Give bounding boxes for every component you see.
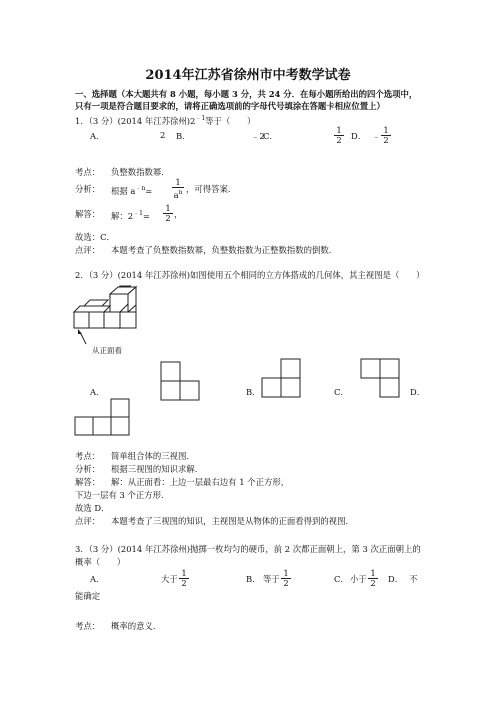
q2-stem: 2．（3 分）(2014 年江苏徐州)如图使用五个相同的立方体搭成的几何体，其主视图是（ ） [75, 270, 425, 280]
q3-option-a-text: 大于 [161, 574, 178, 584]
q3-kaodian-label: 考点： [75, 621, 101, 631]
q1-fenxi-exponent: ﹣n [135, 185, 146, 192]
q1-option-c-denominator: 2 [336, 135, 342, 145]
q2-jieda-label: 解答： [75, 477, 101, 487]
arrow-head-icon [78, 329, 82, 334]
q3-option-c-denominator: 2 [370, 578, 376, 588]
q2-view-label: 从正面看 [92, 346, 122, 355]
q1-fenxi-text: 根据 a [111, 185, 136, 196]
q1-jieda-exponent: ﹣1 [133, 210, 143, 217]
q2-dianping: 本题考查了三视图的知识，主视图是从物体的正面看得到的视图． [111, 516, 354, 526]
q1-stem [75, 113, 255, 127]
q3-stem-line2: 概率（ ） [75, 557, 126, 567]
q3-option-b-fraction [281, 569, 291, 588]
q1-answer: 故选：C． [75, 232, 115, 242]
q1-jieda-denominator: 2 [165, 213, 171, 223]
q2-option-c-label: C． [334, 387, 349, 397]
q1-dianping: 本题考查了负整数指数幂，负整数指数为正整数指数的倒数． [111, 245, 338, 255]
q3-option-d-text: 不 [409, 574, 418, 584]
q2-kaodian: 简单组合体的三视图． [111, 451, 195, 461]
q3-option-a-denominator: 2 [181, 578, 187, 588]
q2-option-a-figure [160, 361, 200, 401]
q3-option-b-numerator: 1 [283, 568, 289, 578]
q1-jieda-label: 解答： [75, 209, 101, 219]
cube-front-1 [74, 312, 89, 328]
section-heading-line2: 只有一项是符合题目要求的，请将正确选项前的字母代号填涂在答题卡相应位置上） [75, 101, 385, 111]
q2-option-c-figure [360, 358, 402, 400]
q1-option-c-label: C． [263, 131, 278, 141]
front-row-top [74, 306, 110, 312]
q2-option-b-figure [261, 358, 321, 398]
q1-fenxi-denominator [172, 188, 184, 200]
q1-option-a-value: 2 [160, 130, 166, 140]
q3-option-c-fraction [368, 569, 378, 588]
q3-option-a-label: A． [90, 574, 105, 584]
q2-option-d-label: D． [410, 387, 426, 397]
q1-option-c-numerator: 1 [336, 125, 342, 135]
page-title: 2014年江苏省徐州市中考数学试卷 [145, 68, 351, 83]
q1-kaodian-label: 考点： [75, 167, 101, 177]
q3-option-d-label: D． [388, 574, 404, 584]
q1-fenxi-numerator: 1 [175, 177, 181, 187]
q2-option-a-label: A． [90, 387, 105, 397]
q1-stem-tail: 等于（ ） [205, 115, 256, 126]
q3-option-c-numerator: 1 [370, 568, 376, 578]
q1-fenxi-denominator-base: a [173, 189, 179, 200]
q1-option-b-value: ﹣2 [251, 131, 265, 141]
q1-fenxi-label: 分析： [75, 184, 101, 194]
q3-option-b-denominator: 2 [283, 578, 289, 588]
q3-stem: 3．（3 分）(2014 年江苏徐州)抛掷一枚均匀的硬币，前 2 次都正面朝上，第 3 次正面朝上的 [75, 544, 421, 554]
q2-option-d-figure [73, 398, 133, 438]
q1-jieda-text: 解：2 [111, 210, 134, 221]
q1-option-d-fraction [381, 126, 391, 145]
q3-option-d-text-line2: 能确定 [75, 591, 101, 601]
q1-option-d-numerator: 1 [383, 125, 389, 135]
back-row-top [84, 300, 108, 306]
q1-option-d-denominator: 2 [383, 135, 389, 145]
q1-jieda-tail: ， [174, 209, 183, 219]
q1-jieda [111, 208, 150, 222]
q1-option-b-label: B． [176, 131, 191, 141]
q3-option-c-text: 小于 [350, 574, 367, 584]
q1-jieda-fraction [163, 204, 173, 223]
q1-option-d-sign: ﹣ [372, 131, 381, 141]
q3-option-a-fraction [179, 569, 189, 588]
q3-option-b-label: B． [246, 574, 261, 584]
q1-stem-text: 1．（3 分）(2014 年江苏徐州)2 [75, 115, 196, 126]
cube-front-3 [104, 312, 120, 328]
section-heading-line1: 一、选择题（本大题共有 8 小题，每小题 3 分，共 24 分．在每小题所给出的四个选项中， [75, 89, 418, 99]
q1-option-d-label: D． [351, 131, 367, 141]
q2-jieda: 解：从正面看：上边一层最右边有 1 个正方形， [111, 477, 290, 487]
q3-option-a-numerator: 1 [181, 568, 187, 578]
q1-fenxi-fraction [172, 178, 184, 200]
q2-jieda-line2: 下边一层有 3 个正方形． [75, 490, 170, 500]
q1-fenxi-tail: ，可得答案． [186, 184, 237, 194]
cube-right-lower [120, 312, 136, 328]
q1-kaodian: 负整数指数幂． [111, 167, 170, 177]
q1-jieda-numerator: 1 [165, 203, 171, 213]
q1-option-a-label: A． [90, 131, 105, 141]
q1-stem-exponent: ﹣1 [195, 115, 206, 122]
q1-option-c-fraction [334, 126, 344, 145]
q3-option-b-text: 等于 [263, 574, 280, 584]
q2-kaodian-label: 考点： [75, 451, 101, 461]
q2-option-b-label: B． [246, 387, 261, 397]
q3-option-c-label: C． [334, 574, 349, 584]
q1-jieda-equals: = [142, 210, 150, 221]
q2-fenxi-label: 分析： [75, 464, 101, 474]
q2-answer: 故选 D． [75, 503, 110, 513]
cube-front-2 [89, 312, 104, 328]
q2-dianping-label: 点评： [75, 516, 101, 526]
q1-fenxi-denominator-exponent: n [178, 189, 183, 196]
q1-dianping-label: 点评： [75, 245, 101, 255]
q2-fenxi: 根据三视图的知识求解． [111, 464, 204, 474]
q1-fenxi-equals: = [145, 185, 153, 196]
q3-kaodian: 概率的意义． [111, 621, 162, 631]
q1-fenxi [111, 183, 152, 197]
